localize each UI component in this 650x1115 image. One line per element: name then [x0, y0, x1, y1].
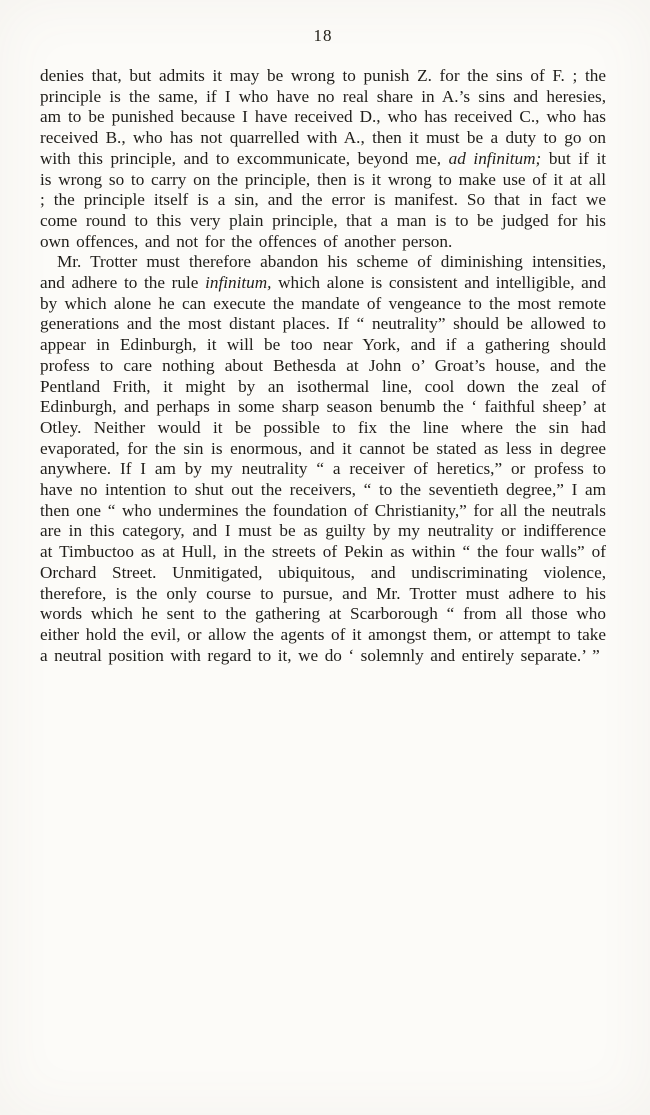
paragraph: [40, 66, 606, 252]
text-run: which alone is consistent and intelligible, and by which alone he can execute the mandate of vengeance to the most remote generations and the most distant places. If “ neutrality” should be allowed to appear in Edinburgh, it will be too near York, and if a gathering should profess to care nothing about Bethesda at John o’ Groat’s house, and the Pentland Frith, it might by an isothermal line, cool down the zeal of Edinburgh, and perhaps in some sharp season benumb the ‘ faithful sheep’ at Otley. Neither would it be possible to fix the line where the sin had evaporated, for the sin is enormous, and it cannot be stated as less in degree anywhere. If I am by my neutrality “ a receiver of heretics,” or profess to have no intention to shut out the receivers, “ to the seventieth degree,” I am then one “ who undermines the foundation of Christianity,” for all the neutrals are in this category, and I must be as guilty by my neutrality or indifference at Timbuctoo as at Hull, in the streets of Pekin as within “ the four walls” of Orchard Street. Unmitigated, ubiquitous, and undiscriminating violence, therefore, is the only course to pursue, and Mr. Trotter must adhere to his words which he sent to the gathering at Scarborough “ from all those who either hold the evil, or allow the agents of it amongst them, or attempt to take a neutral position with regard to it, we do ‘ solemnly and entirely separate.’ ”: [40, 273, 606, 665]
italic-text-run: ad infinitum;: [448, 148, 542, 168]
page-number: 18: [313, 26, 333, 45]
text-run: Mr. Trotter must therefore abandon his scheme of diminishing intensities, and adhere to the rule: [40, 252, 606, 293]
text-run: denies that, but admits it may be wrong to punish Z. for the sins of F. ; the principle is the same, if I who have no real share in A.’s sins and heresies, am to be punished because I have received D., who has received C., who has received B., who has not quarrelled with A., then it must be a duty to go on with this principle, and to excommunicate, beyond me,: [40, 66, 606, 168]
italic-text-run: infinitum,: [205, 273, 272, 293]
paragraph: [40, 252, 606, 666]
body-text: [40, 66, 606, 666]
text-run: but if it is wrong so to carry on the principle, then is it wrong to make use of it at all ; the principle itself is a sin, and the error is manifest. So that in fact we come round to this very plain principle, that a man is to be judged for his own offences, and not for the offences of another person.: [40, 148, 607, 251]
